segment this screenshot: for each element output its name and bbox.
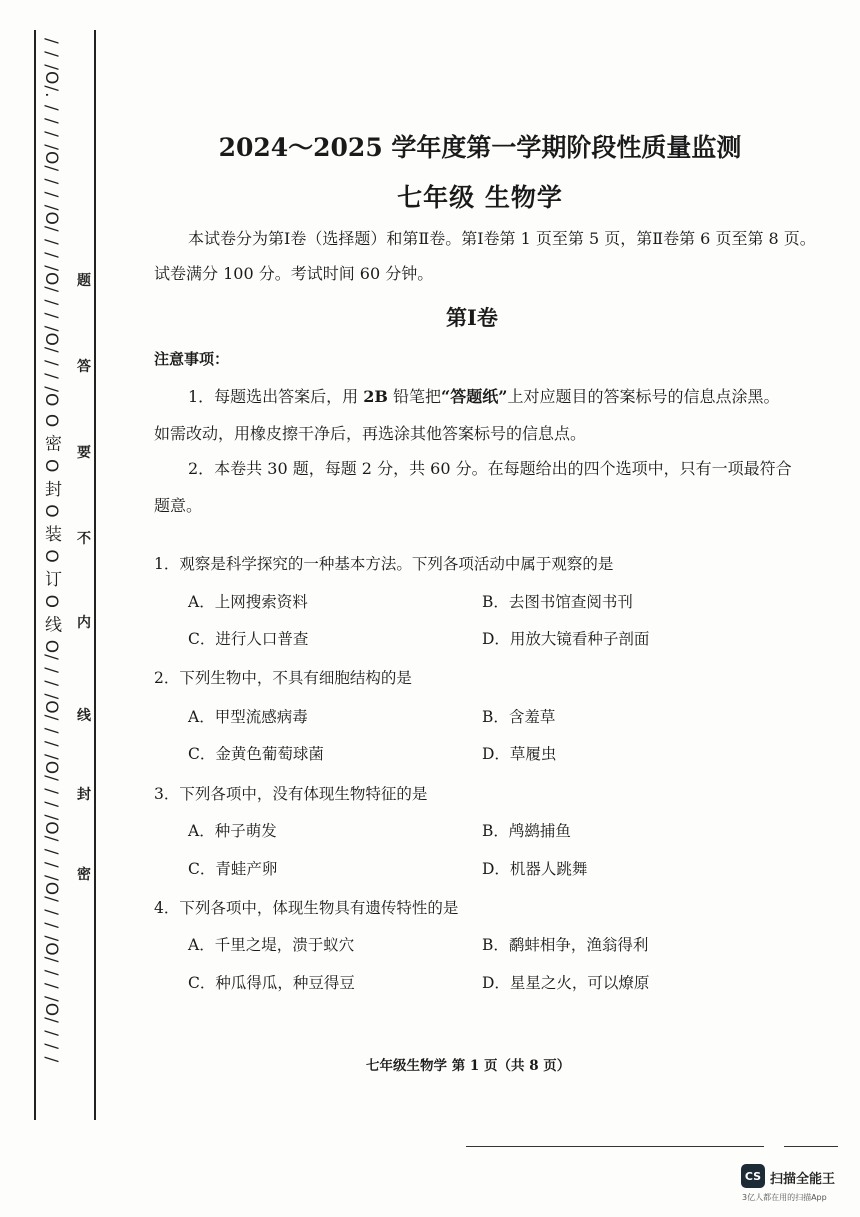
notice-char-da: 答 [77, 359, 91, 375]
notice-char-mi: 密 [77, 867, 91, 883]
note-item-1-post: 上对应题目的答案标号的信息点涂黑。 [507, 387, 780, 406]
volume-title: 第Ⅰ卷 [446, 305, 498, 330]
question-3-option-a: A．种子萌发 [188, 822, 277, 840]
exam-title: 2024～2025 学年度第一学期阶段性质量监测 [218, 133, 742, 162]
question-1-option-a: A．上网搜索资料 [188, 593, 308, 611]
scan-edge-line-2 [784, 1146, 838, 1147]
page-footer: 七年级生物学 第 1 页（共 8 页） [366, 1058, 571, 1074]
question-4-option-c: C．种瓜得瓜，种豆得豆 [188, 974, 355, 992]
question-2-stem: 2．下列生物中，不具有细胞结构的是 [154, 669, 412, 687]
question-1-option-d: D．用放大镜看种子剖面 [482, 630, 650, 648]
notice-char-bu: 不 [77, 531, 91, 547]
note-item-1-answer-sheet: “答题纸” [441, 387, 508, 406]
exam-subtitle: 七年级 生物学 [397, 183, 563, 212]
notice-char-yao: 要 [77, 445, 91, 461]
question-4-stem: 4．下列各项中，体现生物具有遗传特性的是 [154, 899, 459, 917]
note-item-2-line-2: 题意。 [154, 496, 203, 515]
question-3-option-b: B．鸬鹚捕鱼 [482, 822, 571, 840]
question-3-option-d: D．机器人跳舞 [482, 860, 588, 878]
question-3-option-c: C．青蛙产卵 [188, 860, 278, 878]
note-item-1-line-2: 如需改动，用橡皮擦干净后，再选涂其他答案标号的信息点。 [154, 424, 587, 443]
notice-char-nei: 内 [77, 615, 91, 631]
scan-edge-line [466, 1146, 764, 1147]
question-1-option-b: B．去图书馆查阅书刊 [482, 593, 633, 611]
question-4-option-d: D．星星之火，可以燎原 [482, 974, 650, 992]
question-4-option-a: A．千里之堤，溃于蚁穴 [188, 936, 355, 954]
question-3-stem: 3．下列各项中，没有体现生物特征的是 [154, 785, 428, 803]
question-2-option-b: B．含羞草 [482, 708, 556, 726]
question-4-option-b: B．鹬蚌相争，渔翁得利 [482, 936, 649, 954]
note-item-1-mid: 铅笔把 [387, 387, 442, 406]
camscanner-logo-icon: CS [741, 1164, 765, 1188]
question-1-stem: 1．观察是科学探究的一种基本方法。下列各项活动中属于观察的是 [154, 555, 614, 573]
question-2-option-d: D．草履虫 [482, 745, 557, 763]
notice-char-feng: 封 [77, 787, 91, 803]
question-2-option-c: C．金黄色葡萄球菌 [188, 745, 324, 763]
note-item-1 [188, 384, 779, 407]
notice-char-xian: 线 [77, 708, 91, 724]
note-item-2-line-1: 2．本卷共 30 题，每题 2 分，共 60 分。在每题给出的四个选项中，只有一项最符合 [188, 459, 792, 478]
intro-line-1: 本试卷分为第Ⅰ卷（选择题）和第Ⅱ卷。第Ⅰ卷第 1 页至第 5 页，第Ⅱ卷第 6 页至第 8 页。 [188, 229, 816, 248]
intro-line-2: 试卷满分 100 分。考试时间 60 分钟。 [154, 264, 434, 283]
camscanner-tagline: 3亿人都在用的扫描App [742, 1193, 827, 1202]
binding-dash-line: / / /O/. / / / /O/ / / /O/ / / /O/ / / /O/ / / /O O 密 O 封 O 装 O 订 O 线 O/ / / /O/ / / /O/ / / /O/ / / /O/ / / /O/ / / /O/ / / / [41, 38, 61, 1064]
note-item-1-pre: 1．每题选出答案后，用 [188, 387, 364, 406]
notes-heading: 注意事项： [154, 350, 230, 368]
camscanner-name: 扫描全能王 [770, 1172, 836, 1187]
question-2-option-a: A．甲型流感病毒 [188, 708, 308, 726]
note-item-1-pencil: 2B [363, 387, 388, 406]
question-1-option-c: C．进行人口普查 [188, 630, 309, 648]
notice-char-ti: 题 [77, 273, 91, 289]
